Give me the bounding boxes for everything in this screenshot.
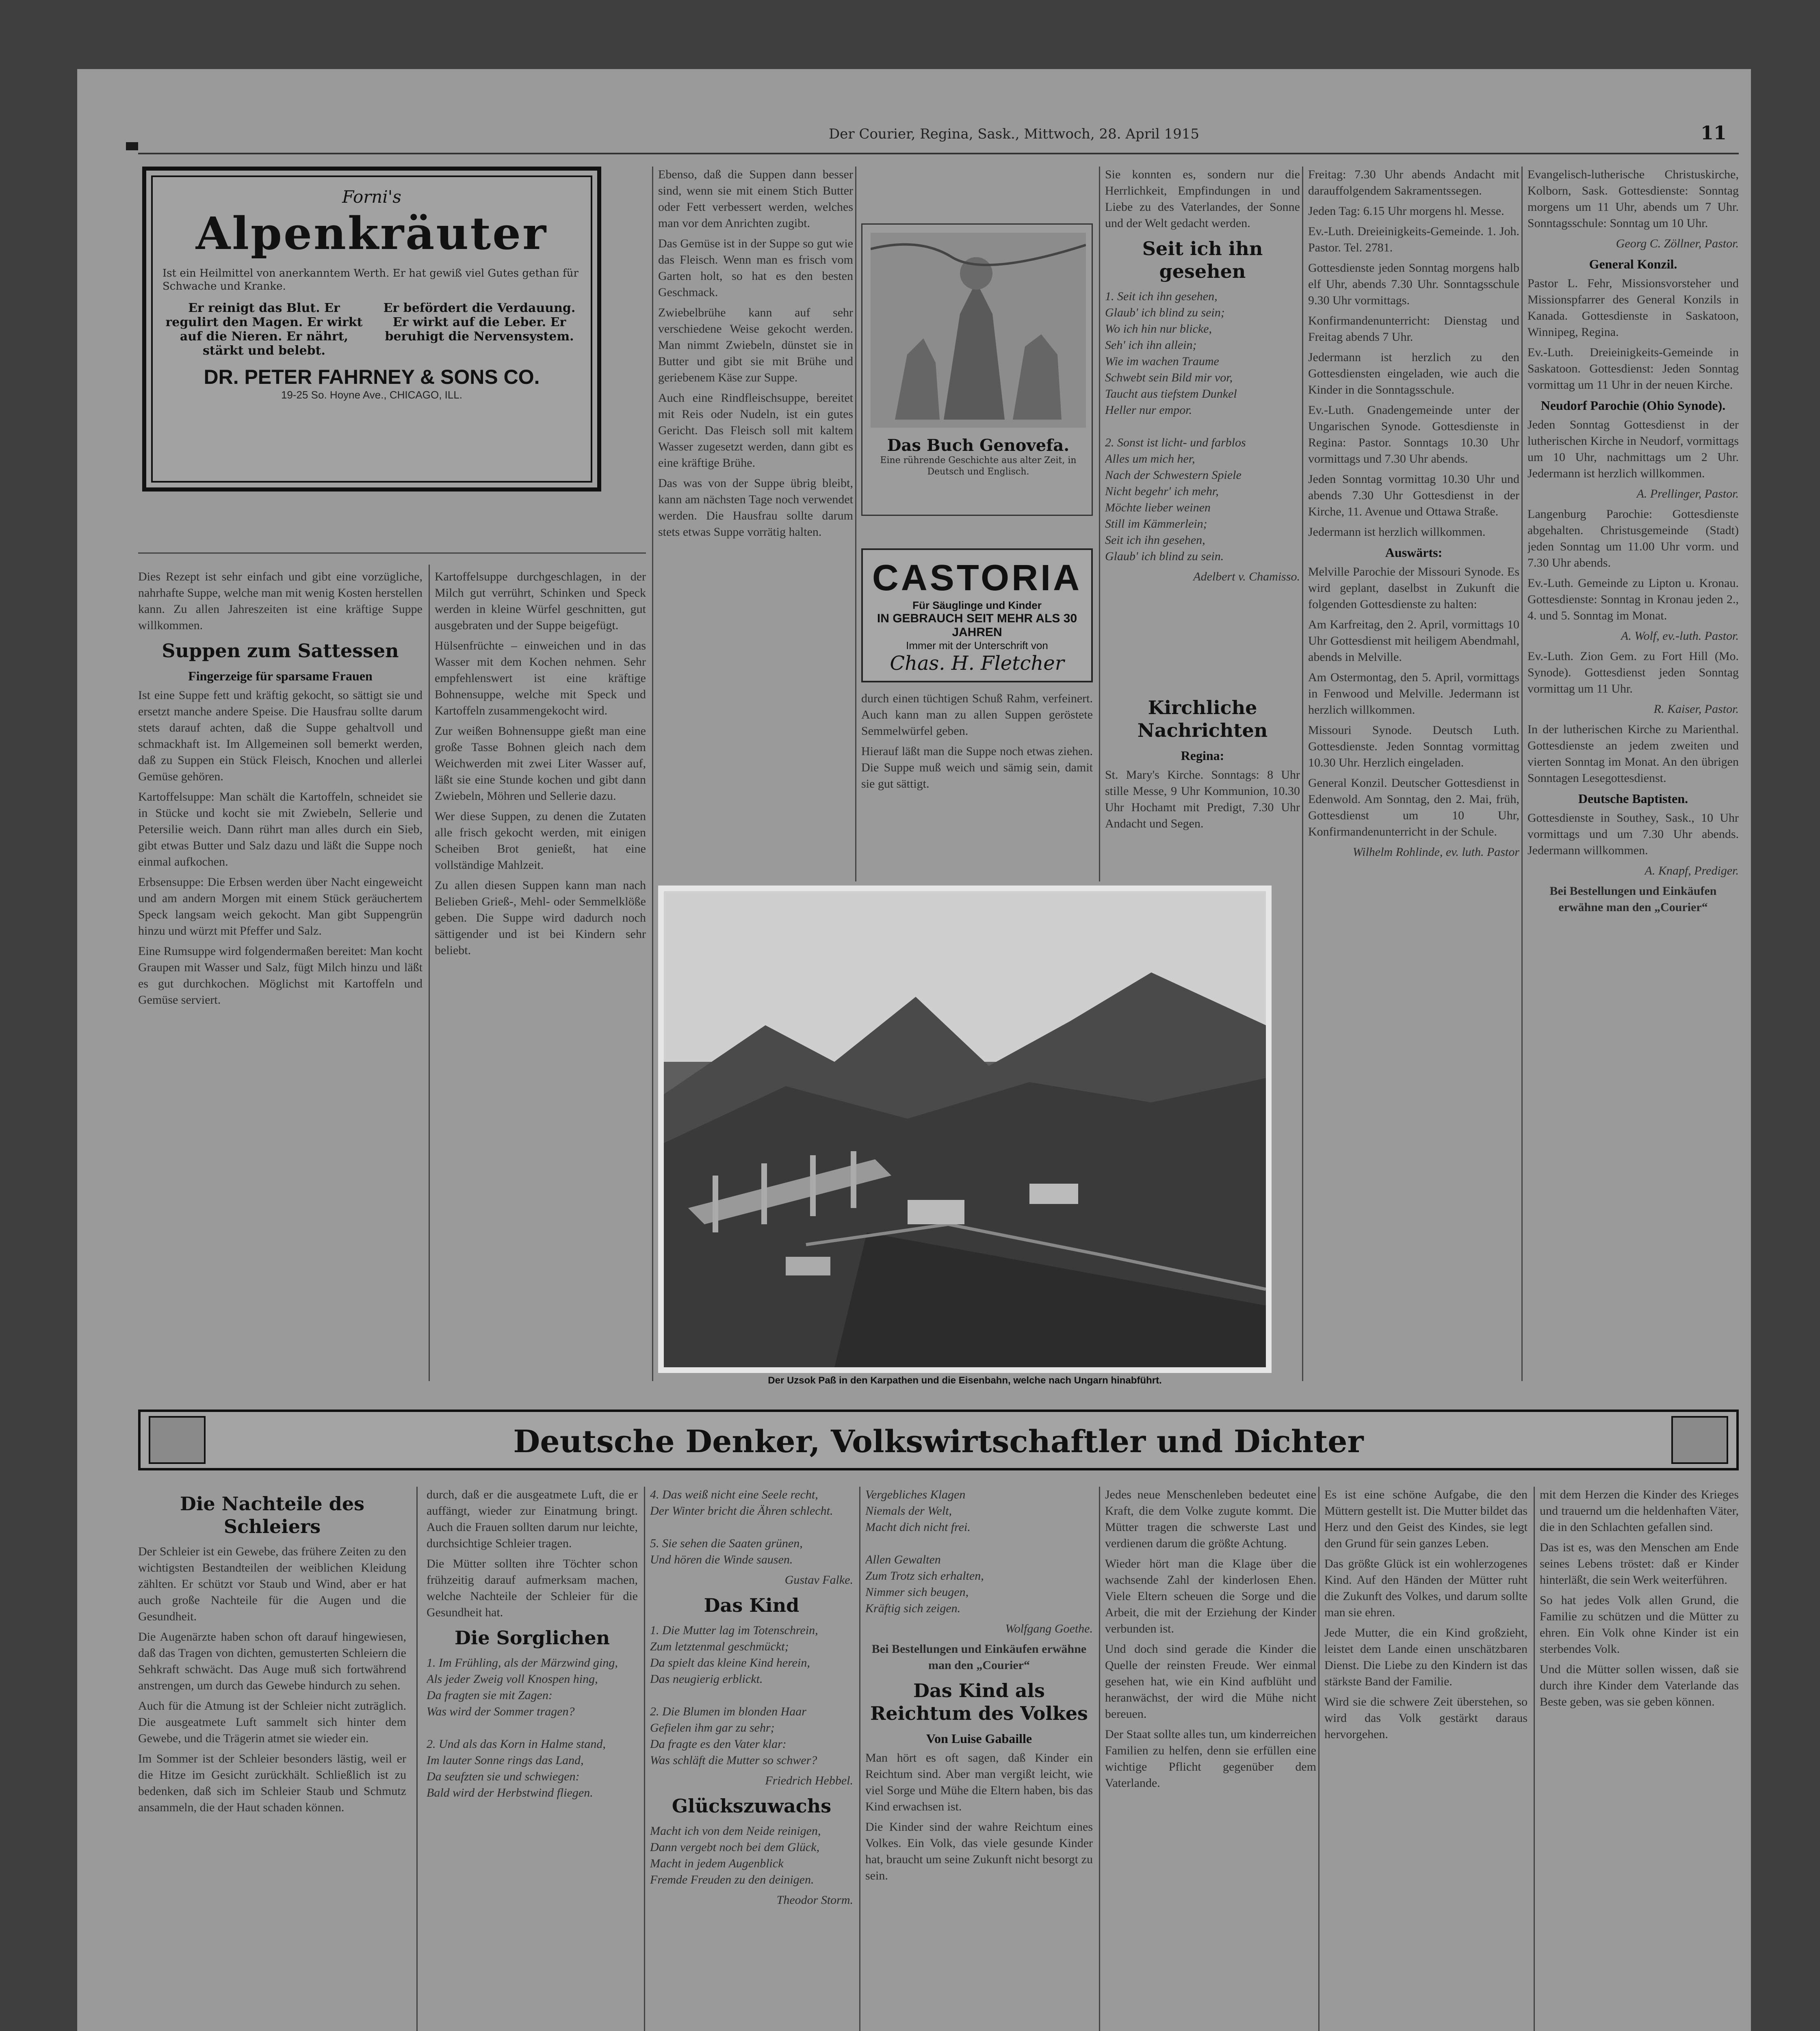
page-number: 11 [1700,122,1727,144]
film-speck [126,142,138,150]
genovefa-ad [861,223,1093,516]
ad-address: 19-25 So. Hoyne Ave., CHICAGO, ILL. [281,389,463,401]
column-kirchliche: Kirchliche Nachrichten Regina: St. Mary's Kirche. Sonntags: 8 Uhr stille Messe, 9 Uhr Kommunion, 10.30 Uhr Hochamt mit Predigt, 7.30 Uhr Andacht und Segen. [1105,697,1300,830]
column-rule [429,565,430,1381]
kind-author: Friedrich Hebbel. [765,1774,853,1787]
photo-caption: Der Uzsok Paß in den Karpathen und die Eisenbahn, welche nach Ungarn hinabführt. [768,1375,1162,1386]
storm-signature: Theodor Storm. [776,1893,853,1907]
column-seit-ich: Sie konnten es, sondern nur die Herrlichkeit, Empfindungen in und Liebe zu des Vaterlandes, der Sonne und der Welt gedacht werden. Seit ich ihn gesehen 1. Seit ich ihn gesehen, Glaub' ich blind zu sein; Wo ich hin nur blicke, Seh' ich ihn allein; Wie im wachen Traume Schwebt sein Bild mir vor, Taucht aus tiefstem Dunkel Heller nur empor. 2. Sonst ist licht- und farblos Alles um mich her, Nach der Schwestern Spiele Nicht begehr' ich mehr, Möchte lieber weinen Still im Kämmerlein; Seit ich ihn gesehen, Glaub' ich blind zu sein. Adelbert v. Chamisso. [1105,167,1300,881]
column-reichtum: Vergebliches Klagen Niemals der Welt, Macht dich nicht frei. Allen Gewalten Zum Trotz sich erhalten, Nimmer sich beugen, Kräftig sich zeigen. Wolfgang Goethe. Bei Bestellungen und Einkäufen erwähne man den „Courier“ Das Kind als Reichtum des Volkes Von Luise Gabaille Man hört es oft sagen, daß Kinder ein Reichtum sind. Aber man vergißt leicht, wie viel Sorge und Mühe die Eltern haben, bis das Kind erwachsen ist. Die Kinder sind der wahre Reichtum eines Volkes. Ein Volk, das viele gesunde Kinder hat, braucht um seine Zukunft nicht besorgt zu sein. [865,1488,1093,1882]
column-rule [644,1487,645,2031]
castoria-line2: IN GEBRAUCH SEIT MEHR ALS 30 JAHREN [877,612,1077,639]
column-rule [1302,167,1303,1381]
banner-title: Deutsche Denker, Volkswirtschaftler und Dichter [513,1423,1364,1459]
castoria-line3: Immer mit der Unterschrift von [906,639,1048,652]
column-gottesdienste-2: Evangelisch-lutherische Christuskirche, Kolborn, Sask. Gottesdienste: Sonntag morgens um 11 Uhr, abends um 7 Uhr. Sonntagsschule: Sonntag um 10 Uhr. Georg C. Zöllner, Pastor. General Konzil. Pastor L. Fehr, Missionsvorsteher und Missionspfarrer des General Konzils in Kanada. Gottesdienste in Saskatoon, Winnipeg, Regina. Ev.-Luth. Dreieinigkeits-Gemeinde in Saskatoon. Gottesdienst: Jeden Sonntag vormittag um 11 Uhr in der neuen Kirche. Neudorf Parochie (Ohio Synode). Jeden Sonntag Gottesdienst in der lutherischen Kirche in Neudorf, vormittags um 10 Uhr, nachmittags um 2 Uhr. Jedermann ist herzlich willkommen. A. Prellinger, Pastor. Langenburg Parochie: Gottesdienste abgehalten. Christusgemeinde (Stadt) jeden Sonntag um 11.00 Uhr vorm. und 7.30 Uhr abends. Ev.-Luth. Gemeinde zu Lipton u. Kronau. Gottesdienste: Sonntag in Kronau jeden 2., 4. und 5. Sonntag im Monat. A. Wolf, ev.-luth. Pastor. Ev.-Luth. Zion Gem. zu Fort Hill (Mo. Synode). Gottesdienst jeden Sonntag vormittag um 11 Uhr. R. Kaiser, Pastor. In der lutherischen Kirche zu Marienthal. Gottesdienste an jedem zweiten und vierten Sonntag im Monat. An den übrigen Sonntagen Lesegottesdienst. Deutsche Baptisten. Gottesdienste in Southey, Sask., 10 Uhr vormittags und um 7.30 Uhr abends. Jedermann willkommen. A. Knapf, Prediger. Bei Bestellungen und Einkäufen erwähne man den „Courier“ [1528,167,1739,1377]
goethe-signature: Wolfgang Goethe. [1005,1622,1093,1635]
kind-title: Das Kind [704,1594,800,1616]
column-middle-upper: Ebenso, daß die Suppen dann besser sind, wenn sie mit einem Stich Butter oder Fett verbessert werden, welches man vor dem Anrichten zugibt. Das Gemüse ist in der Suppe so gut wie das Fleisch. Wenn man es frisch vom Garten holt, so hat es den besten Geschmack. Zwiebelbrühe kann auf sehr verschiedene Weise gekocht werden. Man nimmt Zwiebeln, dünstet sie in Butter und gibt sie mit Brühe und geriebenem Käse zur Suppe. Auch eine Rindfleischsuppe, bereitet mit Reis oder Nudeln, ist ein gutes Gericht. Das Fleisch soll mit kaltem Wasser zugesetzt werden, dann gibt es eine kräftige Brühe. Das was von der Suppe übrig bleibt, kann am nächsten Tage noch verwendet werden. Die Hausfrau sollte darum stets etwas Suppe vorrätig halten. [658,168,853,539]
glueck-title: Glückszuwachs [672,1795,832,1817]
column-rule [652,167,653,1381]
ad-claims-left: Er reinigt das Blut. Er regulirt den Magen. Er wirkt auf die Nieren. Er nährt, stärkt und belebt. [165,301,363,358]
page-header [138,118,1739,154]
suppen-title: Suppen zum Sattessen [162,640,399,662]
section-rule [138,552,646,554]
column-rule [855,167,856,881]
column-schleier: Die Nachteile des Schleiers Der Schleier ist ein Gewebe, das frühere Zeiten zu den wichtigsten Bestandteilen der weiblichen Kleidung zählten. Er schützt vor Staub und Wind, aber er hat auch große Nachteile für die Augen und die Gesundheit. Die Augenärzte haben schon oft darauf hingewiesen, daß das Tragen von dichten, gemusterten Schleiern die Sehkraft schwächt. Das Auge muß sich fortwährend anstrengen, um durch das Gewebe hindurch zu sehen. Auch für die Atmung ist der Schleier nicht zuträglich. Die ausgeatmete Luft sammelt sich hinter dem Gewebe, und die Trägerin atmet sie wieder ein. Im Sommer ist der Schleier besonders lästig, weil er die Hitze im Gesicht zurückhält. Schließlich ist zu bedenken, daß sich im Schleier Staub und Schmutz ansammeln, die der Haut schaden können. [138,1493,406,1814]
column-rule [1099,1487,1100,2031]
photo-image [664,891,1266,1367]
faller-signature: Gustav Falke. [784,1573,853,1587]
section-banner [138,1410,1739,1470]
column-rule [1099,167,1100,881]
castoria-name: CASTORIA [872,558,1082,598]
ad-claims [162,301,581,358]
running-header: Der Courier, Regina, Sask., Mittwoch, 28. April 1915 [829,126,1200,142]
left-ornament-icon [149,1416,206,1464]
newspaper-page [77,69,1751,2031]
column-kind: 4. Das weiß nicht eine Seele recht, Der Winter bricht die Ähren schlecht. 5. Sie sehen die Saaten grünen, Und hören die Winde sausen. Gustav Falke. Das Kind 1. Die Mutter lag im Totenschrein, Zum letztenmal geschmückt; Da spielt das kleine Kind herein, Das neugierig erblickt. 2. Die Blumen im blonden Haar Gefielen ihm gar zu sehr; Da fragte es den Vater klar: Was schläft die Mutter so schwer? Friedrich Hebbel. Glückszuwachs Macht ich von dem Neide reinigen, Dann vergebt noch bei dem Glück, Macht in jedem Augenblick Fremde Freuden zu den deinigen. Theodor Storm. [650,1487,853,2031]
schleier-title: Die Nachteile des Schleiers [180,1493,365,1537]
ad-company: DR. PETER FAHRNEY & SONS CO. [204,366,540,388]
reichtum-author: Von Luise Gabaille [926,1731,1032,1746]
seit-title: Seit ich ihn gesehen [1142,238,1263,282]
genovefa-illustration [871,233,1086,428]
genovefa-title: Das Buch Genovefa. [887,436,1070,455]
ad-intro: Ist ein Heilmittel von anerkanntem Werth. Er hat gewiß viel Gutes gethan für Schwache und Kranke. [162,267,578,292]
column-rule [1521,167,1523,1381]
column-reichtum-3: Es ist eine schöne Aufgabe, die den Müttern gestellt ist. Die Mutter bildet das Herz und den Geist des Kindes, sie legt den Grund für sein ganzes Leben. Das größte Glück ist ein wohlerzogenes Kind. Auf den Händen der Mütter ruht die Zukunft des Volkes, und darum sollte man sie ehren. Jede Mutter, die ein Kind großzieht, leistet dem Lande einen unschätzbaren Dienst. Die Liebe zu den Kindern ist das stärkste Band der Familie. Wird sie die schwere Zeit überstehen, so wird das Volk gestärkt daraus hervorgehen. [1324,1488,1528,1741]
column-rule [1534,1487,1535,2031]
column-reichtum-4: mit dem Herzen die Kinder des Krieges und trauernd um die heldenhaften Väter, die in den Schlachten gefallen sind. Das ist es, was den Menschen am Ende seines Lebens tröstet: daß er Kinder hinterläßt, die sein Werk weiterführen. So hat jedes Volk allen Grund, die Familie zu schützen und die Mütter zu ehren. Ein Volk ohne Kinder ist ein sterbendes Volk. Und die Mütter sollen wissen, daß sie durch ihre Kinder dem Vaterlande das Beste geben, was sie geben können. [1540,1488,1739,1708]
ad-brand: Forni's [342,187,401,207]
column-rule [859,1487,860,2031]
column-rule [416,1487,418,2031]
bestellungen-note: Bei Bestellungen und Einkäufen erwähne man den „Courier“ [1549,884,1717,914]
genovefa-caption: Eine rührende Geschichte aus alter Zeit, in Deutsch und Englisch. [880,455,1077,477]
column-reichtum-2: Jedes neue Menschenleben bedeutet eine Kraft, die dem Volke zugute kommt. Die Mütter tragen die schwerste Last und verdienen darum die größte Achtung. Wieder hört man die Klage über die wachsende Zahl der kinderlosen Ehen. Viele Eltern scheuen die Sorge und die Arbeit, die mit der Erziehung der Kinder verbunden ist. Und doch sind gerade die Kinder die Quelle der reinsten Freude. Wer einmal gesehen hat, wie ein Kind aufblüht und heranwächst, der wird die Mühe nicht bereuen. Der Staat sollte alles tun, um kinderreichen Familien zu helfen, denn sie erfüllen eine wichtige Pflicht gegenüber dem Vaterlande. [1105,1488,1316,1790]
auswaerts-heading: Auswärts: [1385,545,1443,560]
column-genovefa-text: durch einen tüchtigen Schuß Rahm, verfeinert. Auch kann man zu allen Suppen geröstete Semmelwürfel geben. Hierauf läßt man die Suppe noch etwas ziehen. Die Suppe muß weich und sämig sein, damit sie gut sättigt. [861,692,1093,790]
column-gottesdienste-1: Freitag: 7.30 Uhr abends Andacht mit darauffolgendem Sakramentssegen. Jeden Tag: 6.15 Uhr morgens hl. Messe. Ev.-Luth. Dreieinigkeits-Gemeinde. 1. Joh. Pastor. Tel. 2781. Gottesdienste jeden Sonntag morgens halb elf Uhr, abends 7.30 Uhr. Sonntagsschule 9.30 Uhr vormittags. Konfirmandenunterricht: Dienstag und Freitag abends 7 Uhr. Jedermann ist herzlich zu den Gottesdiensten eingeladen, wie auch die Kinder in die Sonntagsschule. Ev.-Luth. Gnadengemeinde unter der Ungarischen Synode. Gottesdienste in Regina: Pastor. Sonntags 10.30 Uhr vormittags und 7.30 Uhr abends. Jeden Sonntag vormittag 10.30 Uhr und abends 7.30 Uhr Gottesdienst in der Kirche, 11. Avenue und Ottawa Straße. Jedermann ist herzlich willkommen. Auswärts: Melville Parochie der Missouri Synode. Es wird geplant, daselbst in Zukunft die folgenden Gottesdienste zu halten: Am Karfreitag, den 2. April, vormittags 10 Uhr Gottesdienst mit heiligem Abendmahl, abends in Melville. Am Ostermontag, den 5. April, vormittags in Fenwood und Melville. Jedermann ist herzlich willkommen. Missouri Synode. Deutsch Luth. Gottesdienste. Jeden Sonntag vormittag 10.30 Uhr. Herzlich eingeladen. General Konzil. Deutscher Gottesdienst in Edenwold. Am Sonntag, den 2. Mai, früh, Gottesdienst um 10 Uhr, Konfirmandenunterricht in der Schule. Wilhelm Rohlinde, ev. luth. Pastor [1308,168,1519,859]
alpenkraeuter-ad [142,167,601,492]
bestellungen-note-2: Bei Bestellungen und Einkäufen erwähne man den „Courier“ [871,1642,1087,1672]
kirchliche-title: Kirchliche Nachrichten [1137,697,1268,741]
sorglichen-title: Die Sorglichen [454,1627,610,1649]
column-suppen: Dies Rezept ist sehr einfach und gibt eine vorzügliche, nahrhafte Suppe, welche man mit wenig Kosten herstellen kann. Zu allen Jahreszeiten ist eine kräftige Suppe willkommen. Suppen zum Sattessen Fingerzeige für sparsame Frauen Ist eine Suppe fett und kräftig gekocht, so sättigt sie und ersetzt manche andere Speise. Die Hausfrau sollte darum stets darauf achten, daß die Suppe gehaltvoll und schmackhaft ist. Im Allgemeinen soll bemerkt werden, daß zu Suppen ein Stück Fleisch, Knochen und allerlei Gemüse gehören. Kartoffelsuppe: Man schält die Kartoffeln, schneidet sie in Stücke und kocht sie mit Zwiebeln, Sellerie und Petersilie weich. Dann rührt man alles durch ein Sieb, gibt etwas Butter und Salz dazu und läßt die Suppe noch einmal aufkochen. Erbsensuppe: Die Erbsen werden über Nacht eingeweicht und am andern Morgen mit einem Stück geräuchertem Speck langsam weich gekocht. Man gibt Suppengrün hinzu und würzt mit Pfeffer und Salz. Eine Rumsuppe wird folgendermaßen bereitet: Man kocht Graupen mit Wasser und Salz, fügt Milch hinzu und läßt es gut durchkochen. Möglichst mit Kartoffeln und Gemüse serviert. [138,570,422,1007]
mountain-railway-picture [664,891,1266,1367]
genovefa-drawing [871,233,1086,428]
suppen-subtitle: Fingerzeige für sparsame Frauen [188,669,373,683]
column-sorglichen: durch, daß er die ausgeatmete Luft, die er auffängt, wieder zur Einatmung bringt. Auch die Frauen sollten darum nur leichte, durchsichtige Schleier tragen. Die Mütter sollten ihre Töchter schon frühzeitig darauf aufmerksam machen, welche Nachteile der Schleier für die Gesundheit hat. Die Sorglichen 1. Im Frühling, als der Märzwind ging, Als jeder Zweig voll Knospen hing, Da fragten sie mit Zagen: Was wird der Sommer tragen? 2. Und als das Korn in Halme stand, Im lauter Sonne rings das Land, Da seufzten sie und schwiegen: Bald wird der Herbstwind fliegen. [427,1488,638,1799]
genovefa-caption-block [867,436,1090,478]
reichtum-title: Das Kind als Reichtum des Volkes [870,1680,1088,1724]
ad-title: Alpenkräuter [195,207,548,260]
column-rule [1318,1487,1320,2031]
castoria-ad [861,548,1093,682]
right-ornament-icon [1671,1416,1728,1464]
ad-claims-right: Er befördert die Verdauung. Er wirkt auf die Leber. Er beruhigt die Nervensystem. [383,301,576,344]
castoria-line1: Für Säuglinge und Kinder [912,599,1042,611]
castoria-signature: Chas. H. Fletcher [890,652,1064,675]
column-kartoffelsuppe: Kartoffelsuppe durchgeschlagen, in der Milch gut verrührt, Schinken und Speck werden in kleine Würfel geschnitten, gut ausgebraten und der Suppe beigefügt. Hülsenfrüchte – einweichen und in das Wasser mit dem Kochen nehmen. Sehr empfehlenswert ist eine kräftige Bohnensuppe, welche mit Speck und Kartoffeln zusammengekocht wird. Zur weißen Bohnensuppe gießt man eine große Tasse Bohnen gleich nach dem Weichwerden mit zwei Liter Wasser auf, läßt sie eine Stunde kochen und gibt dann Zwiebeln, Möhren und Sellerie dazu. Wer diese Suppen, zu denen die Zutaten alle frisch gekocht werden, mit einigen Scheiben Brot genießt, hat eine vollständige Mahlzeit. Zu allen diesen Suppen kann man nach Belieben Grieß-, Mehl- oder Semmelklöße geben. Die Suppe wird dadurch noch sättigender und ist bei Kindern sehr beliebt. [435,570,646,957]
seit-author: Adelbert v. Chamisso. [1193,570,1300,583]
kirchliche-regina: Regina: [1181,748,1224,763]
uzsok-pass-photo [658,886,1272,1373]
